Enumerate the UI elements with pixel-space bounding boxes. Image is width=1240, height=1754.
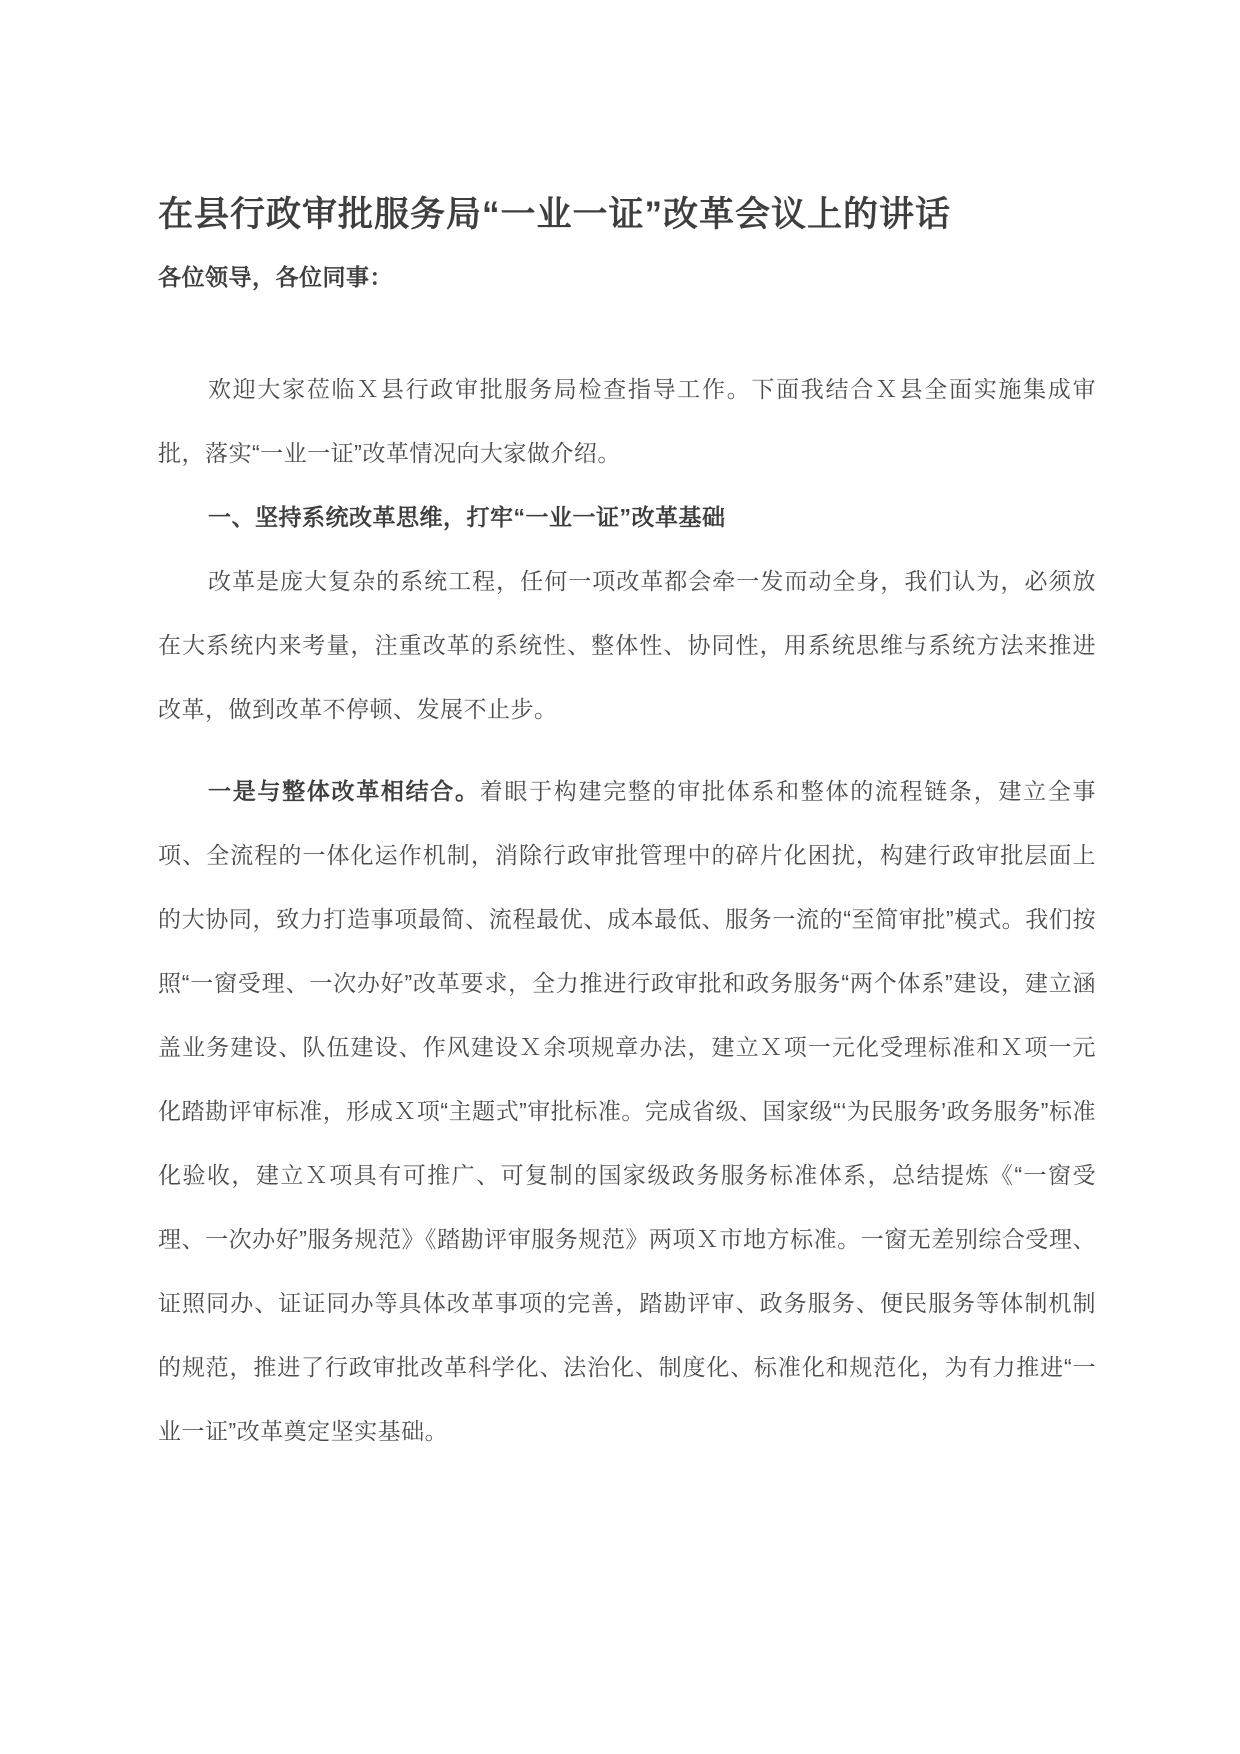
document-title: 在县行政审批服务局“一业一证”改革会议上的讲话: [158, 195, 952, 234]
paragraph-point1: [158, 759, 1096, 1463]
paragraph-intro: 欢迎大家莅临Ｘ县行政审批服务局检查指导工作。下面我结合Ｘ县全面实施集成审批，落实“一业一证”改革情况向大家做介绍。: [158, 376, 1096, 466]
salutation-line: 各位领导，各位同事：: [158, 264, 393, 290]
point1-body-text: 着眼于构建完整的审批体系和整体的流程链条，建立全事项、全流程的一体化运作机制，消除行政审批管理中的碎片化困扰，构建行政审批层面上的大协同，致力打造事项最简、流程最优、成本最低、服务一流的“至简审批”模式。我们按照“一窗受理、一次办好”改革要求，全力推进行政审批和政务服务“两个体系”建设，建立涵盖业务建设、队伍建设、作风建设Ｘ余项规章办法，建立Ｘ项一元化受理标准和Ｘ项一元化踏勘评审标准，形成Ｘ项“主题式”审批标准。完成省级、国家级“‘为民服务’政务服务”标准化验收，建立Ｘ项具有可推广、可复制的国家级政务服务标准体系，总结提炼《“一窗受理、一次办好”服务规范》《踏勘评审服务规范》两项Ｘ市地方标准。一窗无差别综合受理、证照同办、证证同办等具体改革事项的完善，踏勘评审、政务服务、便民服务等体制机制的规范，推进了行政审批改革科学化、法治化、制度化、标准化和规范化，为有力推进“一业一证”改革奠定坚实基础。: [158, 778, 1097, 1444]
point1-lead-text: 一是与整体改革相结合。: [208, 778, 480, 804]
section1-heading: 一、坚持系统改革思维，打牢“一业一证”改革基础: [208, 504, 726, 530]
paragraph-section1-body: 改革是庞大复杂的系统工程，任何一项改革都会牵一发而动全身，我们认为，必须放在大系统内来考量，注重改革的系统性、整体性、协同性，用系统思维与系统方法来推进改革，做到改革不停顿、发展不止步。: [158, 568, 1096, 722]
